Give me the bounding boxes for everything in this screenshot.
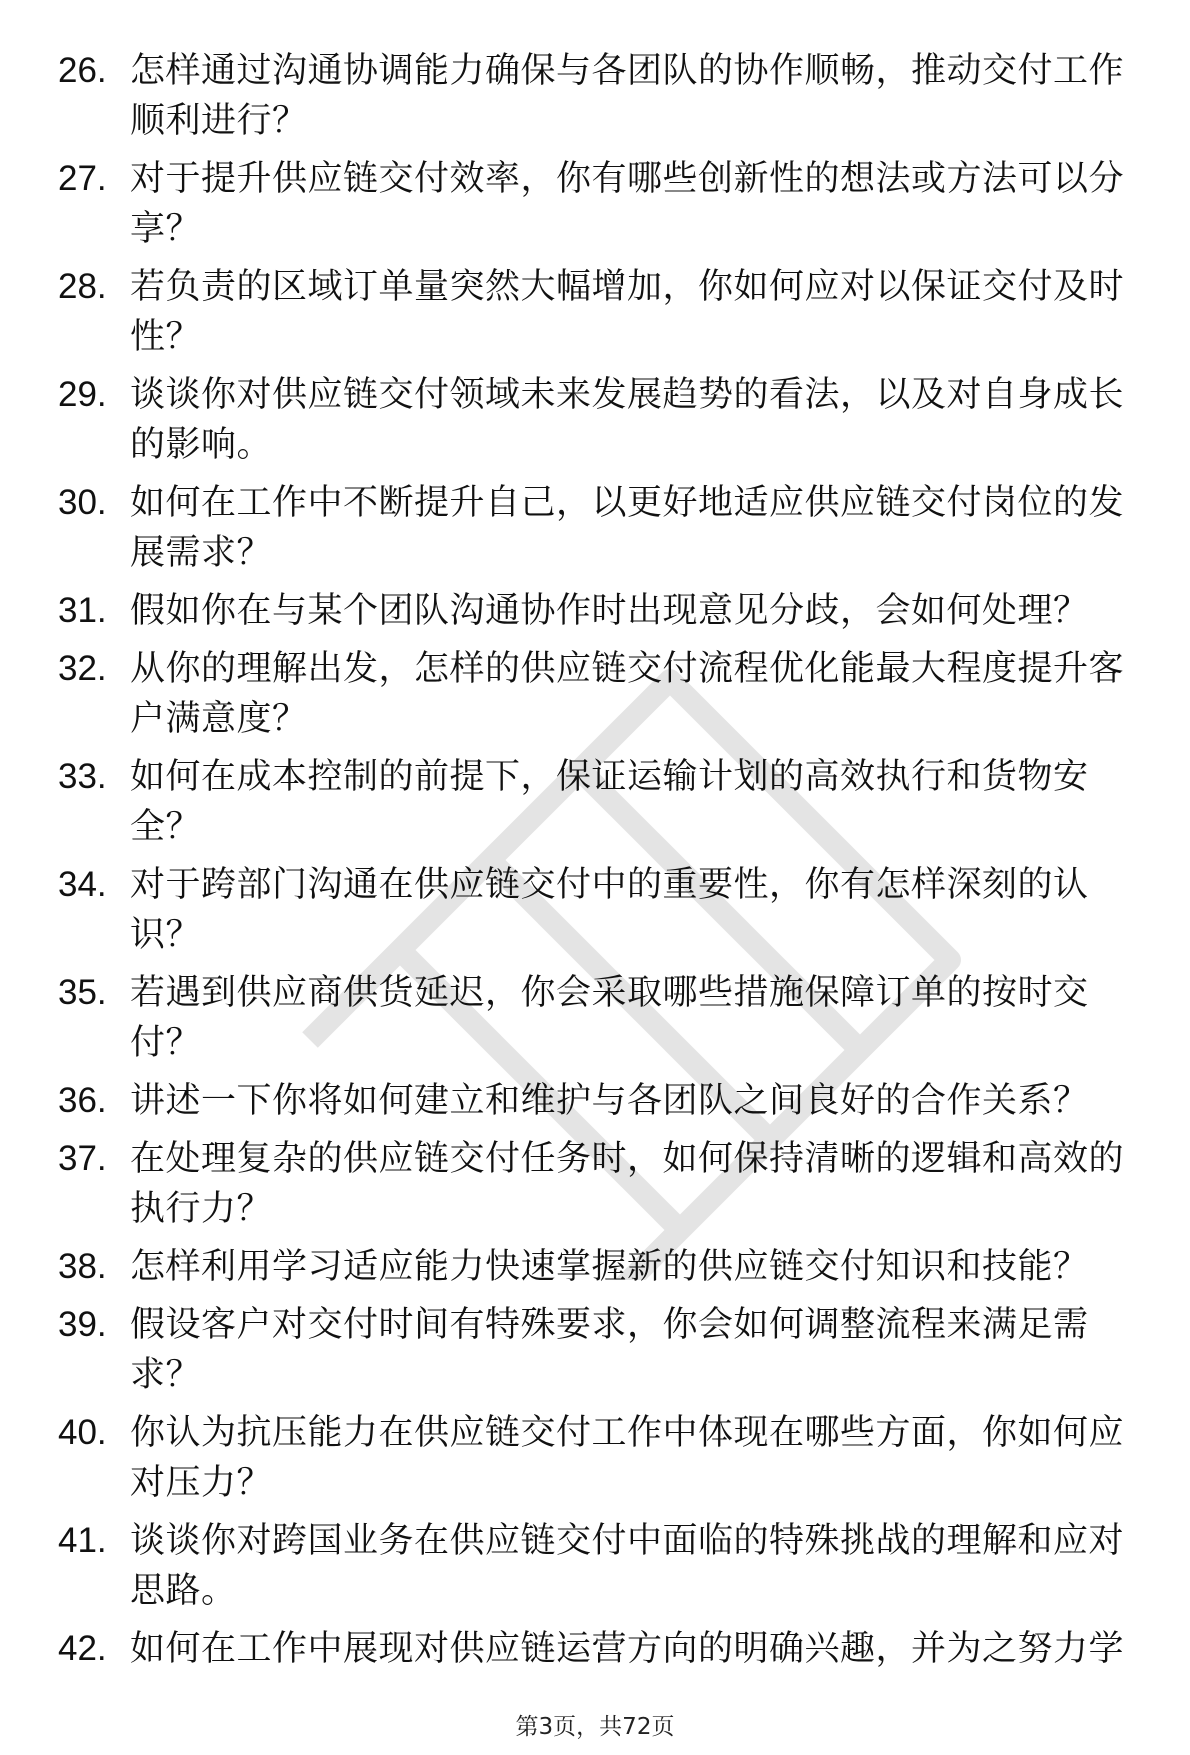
question-text: 你认为抗压能力在供应链交付工作中体现在哪些方面，你如何应对压力？ — [130, 1413, 1125, 1503]
question-number: 41. — [58, 1521, 107, 1560]
question-text: 对于跨部门沟通在供应链交付中的重要性，你有怎样深刻的认识？ — [130, 865, 1089, 955]
question-number: 30. — [58, 483, 107, 522]
list-item — [0, 478, 1190, 578]
question-text: 如何在工作中展现对供应链运营方向的明确兴趣，并为之努力学 — [130, 1629, 1125, 1669]
list-item — [0, 370, 1190, 470]
list-item — [0, 1242, 1190, 1292]
question-text: 在处理复杂的供应链交付任务时，如何保持清晰的逻辑和高效的执行力？ — [130, 1139, 1125, 1229]
question-text: 如何在工作中不断提升自己，以更好地适应供应链交付岗位的发展需求？ — [130, 483, 1125, 573]
question-text: 怎样通过沟通协调能力确保与各团队的协作顺畅，推动交付工作顺利进行？ — [130, 51, 1125, 141]
list-item — [0, 860, 1190, 960]
list-item — [0, 262, 1190, 362]
list-item — [0, 46, 1190, 146]
list-item — [0, 154, 1190, 254]
list-item — [0, 1624, 1190, 1674]
page-number-footer: 第3页，共72页 — [515, 1714, 675, 1740]
question-text: 怎样利用学习适应能力快速掌握新的供应链交付知识和技能？ — [130, 1247, 1089, 1287]
question-text: 若负责的区域订单量突然大幅增加，你如何应对以保证交付及时性？ — [130, 267, 1125, 357]
question-number: 39. — [58, 1305, 107, 1344]
question-number: 36. — [58, 1081, 107, 1120]
question-text: 讲述一下你将如何建立和维护与各团队之间良好的合作关系？ — [130, 1081, 1089, 1121]
question-text: 若遇到供应商供货延迟，你会采取哪些措施保障订单的按时交付？ — [130, 973, 1089, 1063]
list-item — [0, 586, 1190, 636]
question-number: 35. — [58, 973, 107, 1012]
list-item — [0, 1300, 1190, 1400]
question-number: 31. — [58, 591, 107, 630]
question-number: 32. — [58, 649, 107, 688]
list-item — [0, 752, 1190, 852]
question-text: 假设客户对交付时间有特殊要求，你会如何调整流程来满足需求？ — [130, 1305, 1089, 1395]
question-text: 从你的理解出发，怎样的供应链交付流程优化能最大程度提升客户满意度？ — [130, 649, 1125, 739]
question-text: 如何在成本控制的前提下，保证运输计划的高效执行和货物安全？ — [130, 757, 1089, 847]
question-number: 34. — [58, 865, 107, 904]
question-number: 38. — [58, 1247, 107, 1286]
question-number: 37. — [58, 1139, 107, 1178]
list-item — [0, 1516, 1190, 1616]
question-number: 40. — [58, 1413, 107, 1452]
list-item — [0, 1076, 1190, 1126]
list-item — [0, 644, 1190, 744]
question-number: 42. — [58, 1629, 107, 1668]
question-number: 28. — [58, 267, 107, 306]
question-number: 29. — [58, 375, 107, 414]
question-number: 33. — [58, 757, 107, 796]
question-text: 对于提升供应链交付效率，你有哪些创新性的想法或方法可以分享？ — [130, 159, 1125, 249]
question-text: 谈谈你对跨国业务在供应链交付中面临的特殊挑战的理解和应对思路。 — [130, 1521, 1125, 1611]
list-item — [0, 1134, 1190, 1234]
question-text: 谈谈你对供应链交付领域未来发展趋势的看法，以及对自身成长的影响。 — [130, 375, 1125, 465]
list-item — [0, 1408, 1190, 1508]
question-number: 26. — [58, 51, 107, 90]
question-number: 27. — [58, 159, 107, 198]
question-text: 假如你在与某个团队沟通协作时出现意见分歧，会如何处理？ — [130, 591, 1089, 631]
list-item — [0, 968, 1190, 1068]
question-list — [0, 46, 1190, 1682]
